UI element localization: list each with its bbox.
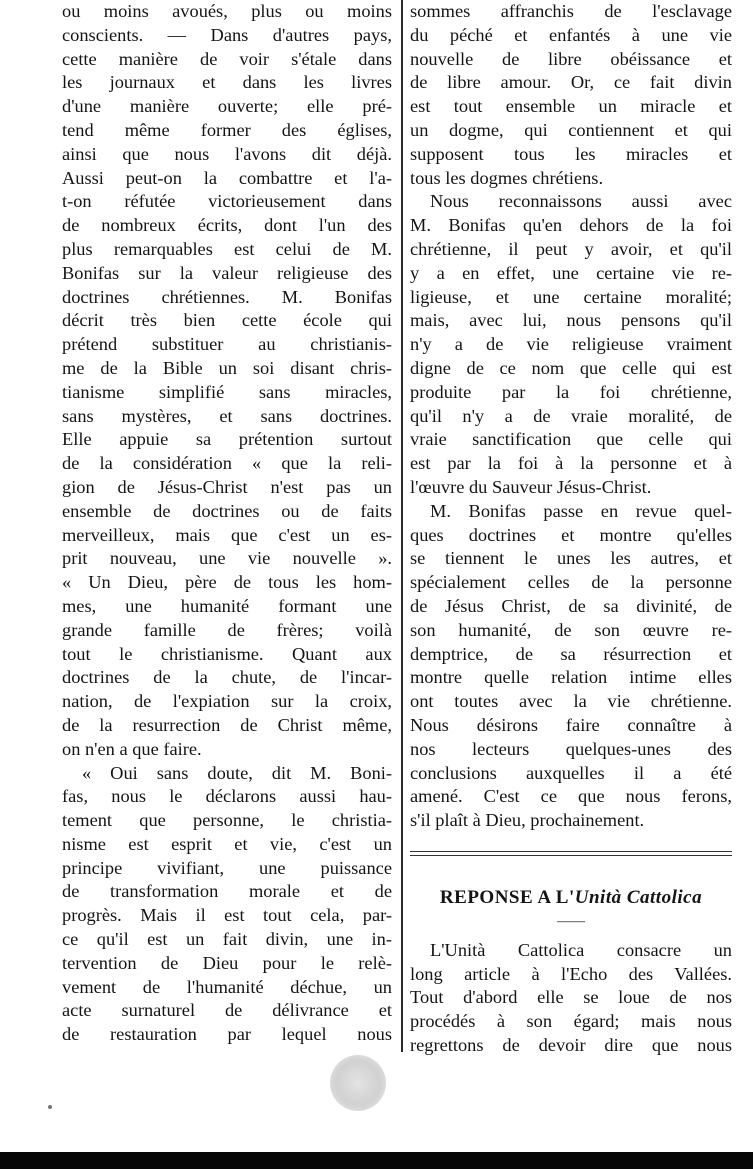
text-line: ont toutes avec la vie chrétienne. [410,691,732,712]
text-line: doctrines de la chute, de l'incar- [62,667,392,688]
text-line: de la considération « que la reli- [62,453,392,474]
text-line: son humanité, de son œuvre re- [410,619,732,640]
text-line: Nous désirons faire connaître à [410,714,732,735]
text-line: progrès. Mais il est tout cela, par- [62,905,392,926]
column-divider [401,0,403,1052]
text-line: tout le christianisme. Quant aux [62,643,392,664]
text-line: les journaux et dans les livres [62,72,392,93]
text-line: spécialement celles de la personne [410,572,732,593]
text-line: de la resurrection de Christ même, [62,714,392,735]
text-line: conscients. — Dans d'autres pays, [62,24,392,45]
text-line: du péché et enfantés à une vie [410,24,732,45]
text-line: Tout d'abord elle se loue de nos [410,987,732,1008]
text-line: est tout ensemble un miracle et [410,96,732,117]
text-line: nos lecteurs quelques-unes des [410,738,732,759]
right-column-text-top [410,0,732,833]
paper-speck [48,1105,52,1109]
text-line: ou moins avoués, plus ou moins [62,1,392,21]
text-line: supposent tous les miracles et [410,143,732,164]
text-line: ensemble de doctrines ou de faits [62,500,392,521]
text-line: M. Bonifas passe en revue quel- [430,500,732,521]
right-column-text-bottom [410,939,732,1058]
text-line: plus remarquables est celui de M. [62,238,392,259]
text-line: gion de Jésus-Christ n'est pas un [62,476,392,497]
text-line: digne de ce nom que celle qui est [410,357,732,378]
text-line: long article à l'Echo des Vallées. [410,963,732,984]
text-line: prétend substituer au christianis- [62,334,392,355]
text-line: conclusions auxquelles il a été [410,762,732,783]
text-line: tend même former des églises, [62,119,392,140]
text-line: de transformation morale et de [62,881,392,902]
text-line: montre quelle relation intime elles [410,667,732,688]
text-line: L'Unità Cattolica consacre un [430,939,732,960]
text-line: ce qu'il est un fait divin, une in- [62,929,392,950]
text-line: « Un Dieu, père de tous les hom- [62,572,392,593]
text-line: merveilleux, mais que c'est un es- [62,524,392,545]
heading-prefix: REPONSE A L' [439,886,575,908]
text-line: Bonifas sur la valeur religieuse des [62,262,392,283]
text-line: mais, avec lui, nous pensons qu'il [410,310,732,331]
text-line: demptrice, de sa résurrection et [410,643,732,664]
heading-dash: —— [557,913,585,929]
text-line: de nombreux écrits, dont l'un des [62,215,392,236]
text-line: prit nouveau, une vie nouvelle ». [62,548,392,569]
text-line: M. Bonifas qu'en dehors de la foi [410,215,732,236]
text-line: de Jésus Christ, de sa divinité, de [410,595,732,616]
text-line: de restauration par lequel nous [62,1024,392,1045]
text-line: mes, une humanité formant une [62,595,392,616]
text-line: un dogme, qui contiennent et qui [410,119,732,140]
left-column [62,0,392,1047]
section-heading [410,881,732,915]
text-line: grande famille de frères; voilà [62,619,392,640]
text-line: produite par la foi chrétienne, [410,381,732,402]
text-line: principe vivifiant, une puissance [62,857,392,878]
text-line: d'une manière ouverte; elle pré- [62,96,392,117]
text-line: de libre amour. Or, ce fait divin [410,72,732,93]
text-line: Aussi peut-on la combattre et l'a- [62,167,392,188]
right-column [410,0,732,1058]
text-line: n'y a de vie religieuse vraiment [410,334,732,355]
text-line: sans mystères, et sans doctrines. [62,405,392,426]
text-line: ligieuse, et une certaine moralité; [410,286,732,307]
text-line: tianisme simplifié sans miracles, [62,381,392,402]
text-line: vement de l'humanité déchue, un [62,976,392,997]
text-line: ainsi que nous l'avons dit déjà. [62,143,392,164]
text-line: vraie sanctification que celle qui [410,429,732,450]
text-line: fas, nous le déclarons aussi hau- [62,786,392,807]
text-line: procédés à son égard; mais nous [410,1011,732,1032]
text-line: tement que personne, le christia- [62,810,392,831]
text-line: « Oui sans doute, dit M. Boni- [82,762,392,783]
text-line: décrit très bien cette école qui [62,310,392,331]
text-line: nouvelle de libre obéissance et [410,48,732,69]
text-line: ques doctrines et montre qu'elles [410,524,732,545]
text-line: amené. C'est ce que nous ferons, [410,786,732,807]
text-line: nisme est esprit et vie, c'est un [62,833,392,854]
section-separator [410,833,732,881]
text-line: me de la Bible un soi disant chris- [62,357,392,378]
text-line: Nous reconnaissons aussi avec [430,191,732,212]
text-line: acte surnaturel de délivrance et [62,1000,392,1021]
text-line: cette manière de voir s'étale dans [62,48,392,69]
text-line: tous les dogmes chrétiens. [410,167,604,188]
scan-edge-band [0,1152,753,1169]
text-line: sommes affranchis de l'esclavage [410,1,732,21]
text-line: l'œuvre du Sauveur Jésus-Christ. [410,476,652,497]
text-line: y a en effet, une certaine vie re- [410,262,732,283]
text-line: s'il plaît à Dieu, prochainement. [410,810,645,831]
text-line: tervention de Dieu pour le relè- [62,952,392,973]
library-stamp [330,1055,386,1111]
text-line: chrétienne, il peut y avoir, et qu'il [410,238,732,259]
text-line: se tiennent le unes les autres, et [410,548,732,569]
text-line: nation, de l'expiation sur la croix, [62,691,392,712]
text-line: Elle appuie sa prétention surtout [62,429,392,450]
text-line: est par la foi à la personne et à [410,453,732,474]
heading-italic: Unità Cattolica [574,886,703,908]
text-line: qu'il n'y a de vraie moralité, de [410,405,732,426]
text-line: doctrines chrétiennes. M. Bonifas [62,286,392,307]
text-line: on n'en a que faire. [62,738,202,759]
text-line: regrettons de devoir dire que nous [410,1035,732,1056]
text-line: t-on réfutée victorieusement dans [62,191,392,212]
